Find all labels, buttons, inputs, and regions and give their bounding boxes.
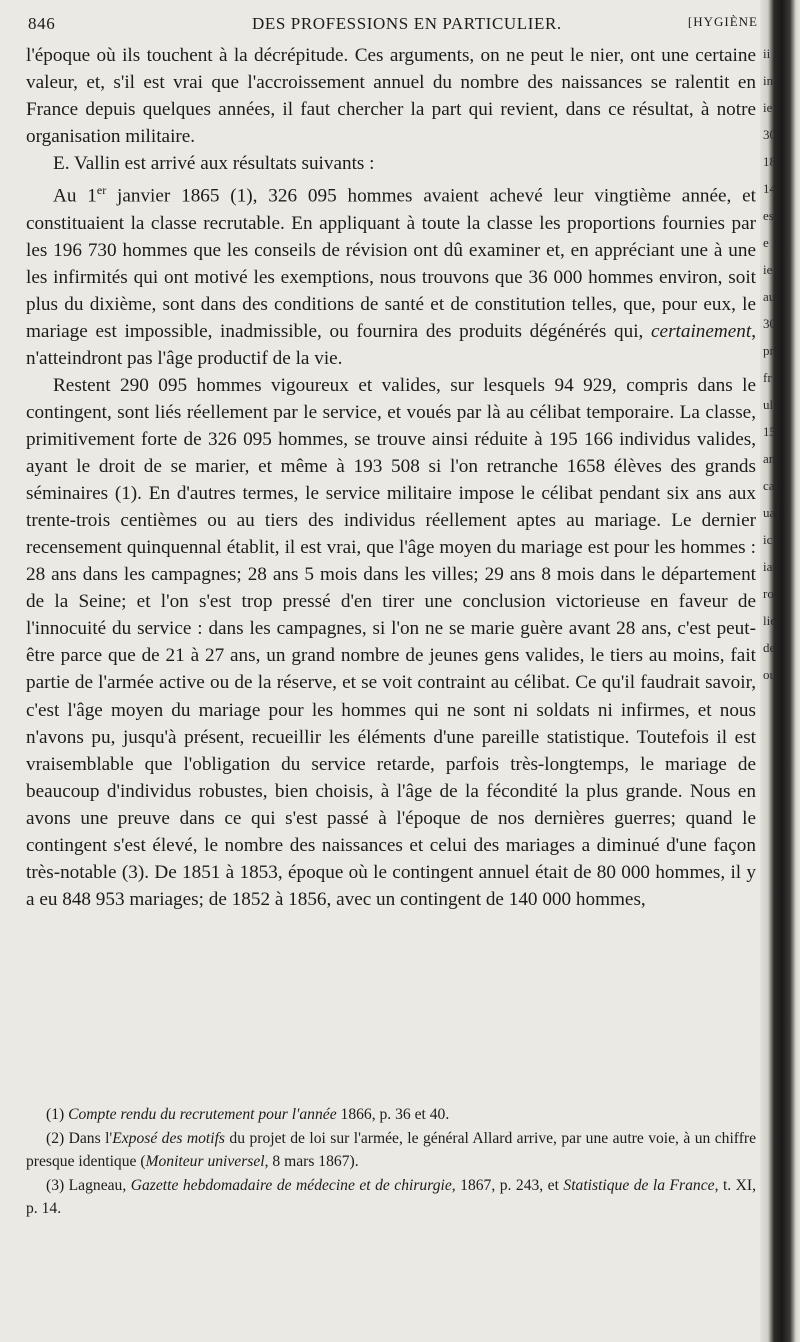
footnote-3 (26, 1174, 756, 1221)
adjacent-fragment: 30 (763, 316, 776, 331)
adjacent-fragment: fr (763, 370, 772, 385)
adjacent-fragment: cai (763, 478, 779, 493)
p3-italic: certainement (651, 320, 752, 342)
fn3-num: (3) Lagneau, (46, 1176, 131, 1194)
adjacent-fragment: ie (763, 262, 773, 277)
adjacent-fragment: ou (763, 667, 776, 682)
footnotes (26, 1103, 756, 1221)
adjacent-fragment: ul (763, 397, 774, 412)
paragraph-4: Restent 290 095 hommes vigoureux et valides, sur lesquels 94 929, compris dans le contingent, sont liés réellement par le service, et voués par là au célibat temporaire. La classe, primitivement forte de 326 095 hommes, se trouve ainsi réduite à 195 166 individus valides, ayant le droit de se marier, et même à 193 508 si l'on retranche 1658 élèves des grands séminaires (1). En d'autres termes, le service militaire impose le célibat pendant six ans aux trente-trois centièmes ou au tiers des individus réellement aptes au mariage. Le dernier recensement quinquennal établit, il est vrai, que l'âge moyen du mariage est pour les hommes : 28 ans dans les campagnes; 28 ans 5 mois dans les villes; 29 ans 8 mois dans le département de la Seine; et l'on s'est trop pressé d'en tirer une conclusion victorieuse en faveur de l'innocuité du service : dans les campagnes, si l'on ne se marie guère avant 28 ans, c'est peut-être parce que de 21 à 27 ans, un grand nombre de jeunes gens valides, le tiers au moins, fait partie de l'armée active ou de la réserve, et se voit contraint au célibat. Ce qu'il faudrait savoir, c'est l'âge moyen du mariage pour les hommes qui ne sont ni soldats ni infirmes, et nous n'avons pu, jusqu'à présent, recueillir les éléments d'une pareille statistique. Toutefois il est vraisemblable que l'obligation du service retarde, parfois très-longtemps, le mariage de beaucoup d'individus robustes, bien choisis, à l'âge de la fécondité la plus grande. Nous en avons une preuve dans ce qui s'est passé à l'époque de nos dernières guerres; quand le contingent s'est élevé, le nombre des naissances et celui des mariages a diminué d'une façon très-notable (3). De 1851 à 1853, époque où le contingent annuel était de 80 000 hommes, il y a eu 848 953 mariages; de 1852 à 1856, avec un contingent de 140 000 hommes, (26, 374, 756, 910)
fn1-rest: 1866, p. 36 et 40. (336, 1106, 450, 1123)
p3-superscript: er (96, 183, 107, 198)
adjacent-fragment: roi (763, 586, 778, 601)
running-head (28, 14, 758, 38)
adjacent-fragment: 30 (763, 127, 776, 142)
p3-text-a: Au 1 (53, 185, 97, 207)
adjacent-fragment: de (763, 640, 776, 655)
fn3-mid: , 1867, p. 243, et (451, 1176, 564, 1194)
p3-text-c: , n'atteindront pas l'âge productif de la vie. (26, 320, 756, 369)
paragraph-3 (26, 177, 756, 372)
fn2-num: (2) Dans l' (46, 1129, 113, 1147)
adjacent-fragment: 14 (763, 181, 776, 196)
fn1-num: (1) (46, 1106, 69, 1123)
fn3-italic: Gazette hebdomadaire de médecine et de chirurgie (130, 1176, 452, 1194)
adjacent-fragment: an (763, 451, 776, 466)
body-text (26, 42, 756, 913)
section-title: [HYGIÈNE (687, 14, 758, 29)
adjacent-fragment: au (763, 289, 776, 304)
adjacent-fragment: e (763, 235, 769, 250)
footnote-1 (26, 1103, 756, 1127)
adjacent-fragment: 18 (763, 154, 776, 169)
fn3-italic2: Statistique de la France (563, 1176, 715, 1194)
adjacent-fragment: lie (763, 613, 776, 628)
fn1-italic: Compte rendu du recrutement pour l'année (68, 1106, 337, 1123)
paragraph-1: l'époque où ils touchent à la décrépitude. Ces arguments, on ne peut le nier, ont une certaine valeur, et, s'il est vrai que l'accroissement annuel du nombre des naissances se ralentit en France depuis quelques années, il faut chercher la part qui revient, dans ce résultat, à notre organisation militaire. (26, 45, 756, 148)
adjacent-fragment: iat (763, 559, 776, 574)
adjacent-fragment: es (763, 208, 774, 223)
paragraph-2: E. Vallin est arrivé aux résultats suivants : (53, 153, 375, 175)
fn2-rest: , 8 mars 1867). (264, 1153, 359, 1171)
adjacent-fragment: ual (763, 505, 779, 520)
adjacent-fragment: in (763, 73, 774, 88)
adjacent-fragment: 15 (763, 424, 776, 439)
fn2-italic2: Moniteur universel (145, 1153, 265, 1171)
adjacent-page-fragments (763, 40, 793, 688)
p3-text-b: janvier 1865 (1), 326 095 hommes avaient achevé leur vingtième année, et constituaient la classe recrutable. En appliquant à toute la classe les proportions fournies par les 196 730 hommes que les conseils de révision ont dû examiner et, en appréciant une à une les infirmités qui ont motivé les exemptions, nous trouvons que 36 000 hommes environ, soit plus du dixième, sont dans des conditions de santé et de constitution telles, que, pour eux, le mariage est impossible, inadmissible, ou fournira des produits dégénérés qui, (26, 185, 757, 342)
running-title: DES PROFESSIONS EN PARTICULIER. (252, 14, 562, 33)
fn3-rest: , t. XI, p. 14. (26, 1176, 757, 1218)
footnote-2 (26, 1127, 756, 1174)
fn2-mid: du projet de loi sur l'armée, le général Allard arrive, par une autre voie, à un chiffre presque identique ( (26, 1129, 757, 1171)
page-number: 846 (28, 14, 56, 33)
fn2-italic: Exposé des motifs (112, 1129, 226, 1147)
adjacent-fragment: ii (763, 46, 771, 61)
adjacent-fragment: pr (763, 343, 774, 358)
adjacent-fragment: ic (763, 532, 773, 547)
adjacent-fragment: ie (763, 100, 773, 115)
